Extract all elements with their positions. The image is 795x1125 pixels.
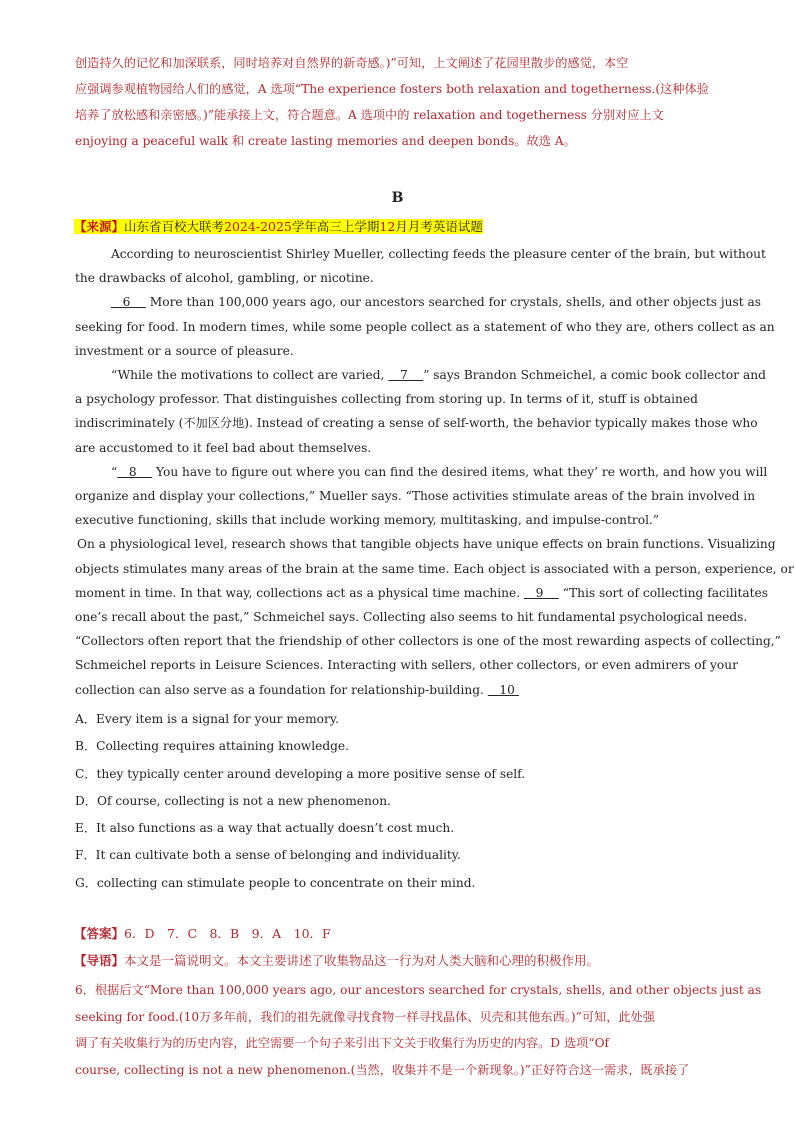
option-e: E．It also functions as a way that actually doesn’t cost much. [75,821,455,835]
guide-label: 【导语】 [74,953,125,968]
passage-line: moment in time. In that way, collections act as a physical time machine. 9 “This sort of collecting facilitates [75,585,769,600]
passage-line: According to neuroscientist Shirley Mueller, collecting feeds the pleasure center of the brain, but without [111,247,766,261]
source-line [74,217,483,237]
passage-line: seeking for food. In modern times, while some people collect as a statement of who they are, others collect as an [75,319,775,334]
passage-line: executive functioning, skills that include working memory, multitasking, and impulse-control.” [75,513,660,528]
passage-line: On a physiological level, research shows that tangible objects have unique effects on brain functions. Visualizing [77,537,776,552]
answer-label: 【答案】 [74,926,125,941]
top-analysis-line: 培养了放松感和亲密感。)”能承接上文，符合题意。A 选项中的 relaxation and togetherness 分别对应上文 [75,108,664,122]
passage-line: organize and display your collections,” Mueller says. “Those activities stimulate areas of the brain involved in [75,489,756,504]
analysis-line: course, collecting is not a new phenomenon.(当然，收集并不是一个新现象。)”正好符合这一需求，既承接了 [75,1062,690,1077]
passage-line: investment or a source of pleasure. [75,343,294,358]
guide-text: 本文是一篇说明文。本文主要讲述了收集物品这一行为对人类大脑和心理的积极作用。 [124,953,600,968]
top-analysis-line: enjoying a peaceful walk 和 create lasting memories and deepen bonds。故选 A。 [75,134,576,148]
source-part: 月月考英语试题 [395,219,483,234]
blank-8: 8 [128,464,137,479]
blank-6: 6 [122,295,131,310]
passage-line: are accustomed to it feel bad about themselves. [75,440,372,455]
analysis-line: seeking for food.(10万多年前，我们的祖先就像寻找食物一样寻找晶体、贝壳和其他东西。)”可知，此处强 [75,1009,655,1024]
passage [75,242,794,702]
passage-line: indiscriminately (不加区分地). Instead of creating a sense of self-worth, the behavior typically makes those who [75,416,758,431]
analysis-line: 调了有关收集行为的历史内容，此空需要一个句子来引出下文关于收集行为历史的内容。D 选项“Of [75,1036,610,1050]
passage-line: the drawbacks of alcohol, gambling, or nicotine. [75,271,374,286]
option-f: F．It can cultivate both a sense of belonging and individuality. [75,848,461,862]
option-d: D．Of course, collecting is not a new phenomenon. [75,794,391,808]
top-analysis-line: 应强调参观植物园给人们的感觉，A 选项“The experience fosters both relaxation and togetherness.(这种体验 [75,82,709,96]
source-part: 山东省百校大联考 [124,219,225,234]
passage-line: collection can also serve as a foundation for relationship-building. 10 [75,678,721,702]
passage-line: Schmeichel reports in Leisure Sciences. Interacting with sellers, other collectors, or even admirers of your [75,658,738,673]
source-part: 2024-2025 [224,219,292,234]
answer-text: 6．D 7．C 8．B 9．A 10．F [124,926,331,941]
passage-line: one’s recall about the past,” Schmeichel says. Collecting also seems to hit fundamental psychological needs. [75,610,748,625]
option-b: B．Collecting requires attaining knowledge. [75,739,350,753]
passage-line: “Collectors often report that the friendship of other collectors is one of the most rewarding aspects of collecting,” [75,634,781,649]
option-g: G．collecting can stimulate people to concentrate on their mind. [75,876,476,890]
source-label: 【来源】 [74,219,125,234]
passage-line: a psychology professor. That distinguishes collecting from storing up. In terms of it, stuff is obtained [75,392,698,407]
passage-line: 6 More than 100,000 years ago, our ancestors searched for crystals, shells, and other objects just as [75,290,721,314]
option-a: A．Every item is a signal for your memory. [75,712,339,726]
top-analysis [75,50,721,154]
answer-line [74,924,331,944]
guide-line [74,951,599,971]
source-part: 学年高三上学期 [291,219,380,234]
section-title: B [391,190,404,206]
passage-line: objects stimulates many areas of the brain at the same time. Each object is associated with a person, experience, or [75,561,794,576]
blank-9: 9 [535,585,544,600]
blank-7: 7 [399,368,408,383]
analysis-line: 6．根据后文“More than 100,000 years ago, our ancestors searched for crystals, shells, and other objects just as [75,983,762,997]
option-c: C．they typically center around developing a more positive sense of self. [75,767,526,781]
passage-line: “While the motivations to collect are varied, 7 ” says Brandon Schmeichel, a comic book collector and [111,368,766,383]
analysis-6 [75,977,762,1083]
top-analysis-line: 创造持久的记忆和加深联系，同时培养对自然界的新奇感。)”可知，上文阐述了花园里散步的感觉，本空 [75,56,629,70]
passage-line: “ 8 You have to figure out where you can find the desired items, what they’ re worth, and how you will [111,464,768,479]
blank-10: 10 [499,682,515,697]
source-part: 12 [379,219,396,234]
